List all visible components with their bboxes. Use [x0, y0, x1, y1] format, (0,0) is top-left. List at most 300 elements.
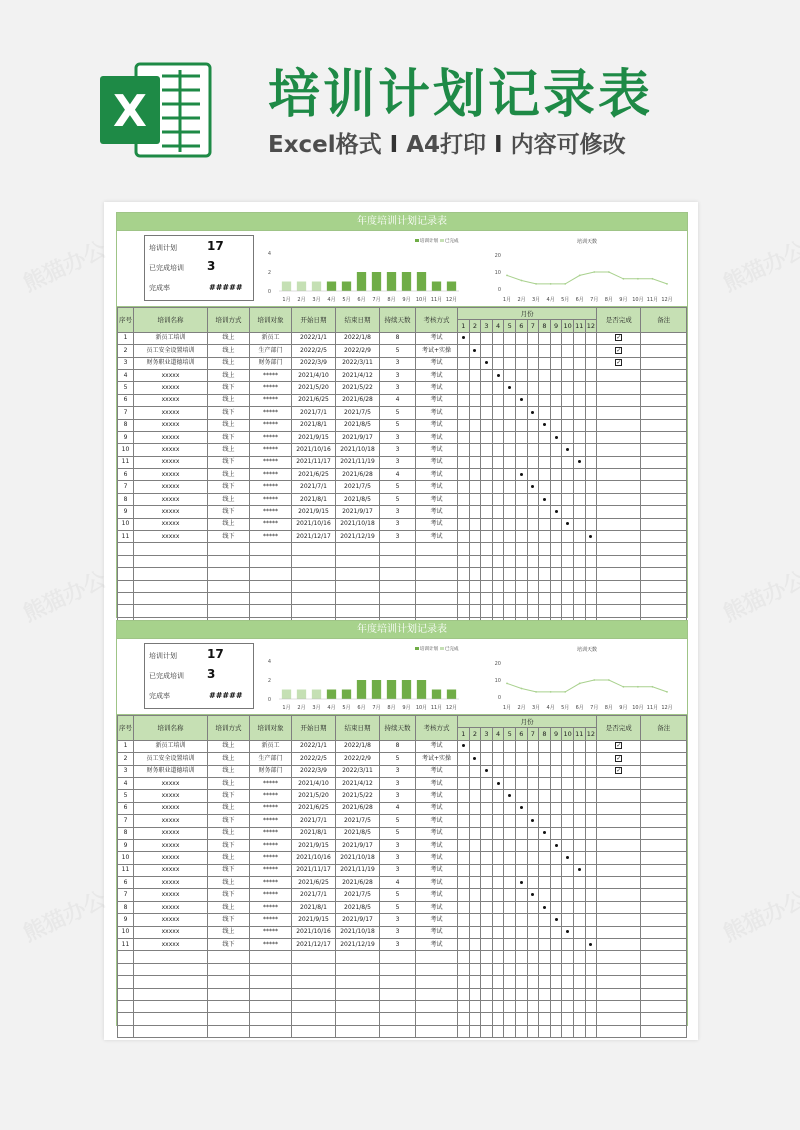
cell-done — [597, 765, 641, 777]
empty-cell — [336, 1000, 380, 1012]
cell-days: 5 — [380, 419, 416, 431]
empty-cell — [208, 555, 250, 567]
watermark — [18, 883, 111, 948]
empty-cell — [597, 1000, 641, 1012]
empty-cell — [539, 963, 551, 975]
empty-cell — [597, 951, 641, 963]
empty-cell — [641, 543, 687, 555]
month-cell — [469, 926, 481, 938]
line-chart-xtick: 6月 — [575, 297, 584, 303]
cell-mode: 线上 — [208, 926, 250, 938]
month-cell — [458, 431, 470, 443]
empty-cell — [597, 988, 641, 1000]
month-cell — [504, 407, 516, 419]
month-cell — [562, 877, 574, 889]
month-cell — [562, 444, 574, 456]
line-chart-xtick: 12月 — [661, 705, 673, 711]
month-cell — [481, 518, 493, 530]
month-cell — [539, 332, 551, 344]
line-chart-xtick: 8月 — [604, 297, 613, 303]
month-cell — [458, 493, 470, 505]
empty-cell — [336, 580, 380, 592]
month-cell — [481, 815, 493, 827]
month-cell — [550, 407, 562, 419]
bar-chart-bar — [387, 680, 396, 699]
cell-end: 2021/10/18 — [336, 926, 380, 938]
cell-mode: 线下 — [208, 889, 250, 901]
cell-exam: 考试 — [416, 926, 458, 938]
line-chart-xtick: 7月 — [590, 297, 599, 303]
cell-end: 2021/6/28 — [336, 802, 380, 814]
bar-chart-xtick: 8月 — [387, 705, 396, 711]
month-header: 9 — [550, 728, 562, 740]
line-chart-xtick: 12月 — [661, 297, 673, 303]
month-cell — [481, 901, 493, 913]
empty-cell — [539, 976, 551, 988]
table-row — [118, 765, 687, 777]
month-cell — [550, 815, 562, 827]
cell-start: 2021/10/16 — [292, 926, 336, 938]
table-row-empty — [118, 1013, 687, 1025]
cell-days: 3 — [380, 864, 416, 876]
month-cell — [585, 369, 597, 381]
month-cell — [550, 753, 562, 765]
schedule-dot — [462, 744, 465, 747]
month-cell — [527, 939, 539, 951]
cell-mode: 线上 — [208, 394, 250, 406]
month-cell — [527, 926, 539, 938]
month-cell — [585, 852, 597, 864]
cell-end: 2021/4/12 — [336, 369, 380, 381]
schedule-dot — [531, 819, 534, 822]
month-cell — [515, 493, 527, 505]
cell-remark — [641, 864, 687, 876]
month-cell — [573, 531, 585, 543]
empty-cell — [504, 555, 516, 567]
empty-cell — [416, 568, 458, 580]
bar-chart-bar — [282, 282, 291, 292]
empty-cell — [250, 580, 292, 592]
empty-cell — [481, 605, 493, 617]
empty-cell — [134, 1013, 208, 1025]
month-cell — [585, 901, 597, 913]
month-cell — [539, 357, 551, 369]
month-cell — [515, 431, 527, 443]
month-header: 1 — [458, 728, 470, 740]
kpi-value: 3 — [207, 667, 216, 681]
cell-no: 10 — [118, 852, 134, 864]
month-cell — [515, 419, 527, 431]
month-cell — [527, 518, 539, 530]
cell-target: ***** — [250, 901, 292, 913]
month-cell — [573, 332, 585, 344]
empty-cell — [527, 988, 539, 1000]
month-cell — [539, 740, 551, 752]
cell-exam: 考试 — [416, 369, 458, 381]
cell-no: 3 — [118, 765, 134, 777]
empty-cell — [208, 605, 250, 617]
subtitle-print: A4打印 — [406, 132, 487, 158]
empty-cell — [573, 951, 585, 963]
month-cell — [562, 518, 574, 530]
month-cell — [562, 357, 574, 369]
month-cell — [469, 419, 481, 431]
cell-target: ***** — [250, 419, 292, 431]
bar-chart — [259, 233, 469, 305]
cell-no: 11 — [118, 531, 134, 543]
empty-cell — [336, 988, 380, 1000]
month-cell — [469, 901, 481, 913]
cell-exam: 考试 — [416, 493, 458, 505]
month-cell — [573, 827, 585, 839]
bar-chart-xtick: 5月 — [342, 297, 351, 303]
month-cell — [492, 914, 504, 926]
table-row — [118, 531, 687, 543]
bar-chart-xtick: 8月 — [387, 297, 396, 303]
cell-done — [597, 777, 641, 789]
cell-mode: 线上 — [208, 765, 250, 777]
cell-days: 3 — [380, 382, 416, 394]
month-cell — [527, 357, 539, 369]
cell-name: xxxxx — [134, 518, 208, 530]
month-cell — [550, 394, 562, 406]
month-cell — [562, 469, 574, 481]
checkbox-checked[interactable]: ✓ — [616, 346, 622, 354]
cell-remark — [641, 518, 687, 530]
line-chart-xtick: 11月 — [646, 297, 659, 303]
table-row — [118, 357, 687, 369]
empty-cell — [515, 951, 527, 963]
table-row — [118, 419, 687, 431]
empty-cell — [597, 568, 641, 580]
month-cell — [458, 407, 470, 419]
cell-name: xxxxx — [134, 939, 208, 951]
empty-cell — [118, 555, 134, 567]
cell-exam: 考试 — [416, 852, 458, 864]
month-cell — [527, 889, 539, 901]
column-header: 培训方式 — [208, 716, 250, 741]
month-cell — [550, 914, 562, 926]
cell-name: xxxxx — [134, 506, 208, 518]
plan-table — [117, 715, 687, 1038]
cell-name: xxxxx — [134, 901, 208, 913]
month-cell — [504, 481, 516, 493]
empty-cell — [585, 555, 597, 567]
empty-cell — [292, 976, 336, 988]
empty-cell — [416, 605, 458, 617]
empty-cell — [597, 1025, 641, 1037]
cell-no: 5 — [118, 790, 134, 802]
month-cell — [492, 926, 504, 938]
cell-target: ***** — [250, 369, 292, 381]
column-header: 考核方式 — [416, 716, 458, 741]
cell-start: 2021/9/15 — [292, 431, 336, 443]
cell-mode: 线下 — [208, 382, 250, 394]
empty-cell — [208, 580, 250, 592]
month-cell — [458, 815, 470, 827]
month-cell — [515, 481, 527, 493]
cell-done — [597, 889, 641, 901]
cell-mode: 线下 — [208, 864, 250, 876]
empty-cell — [597, 592, 641, 604]
month-cell — [562, 332, 574, 344]
month-cell — [481, 839, 493, 851]
month-cell — [539, 765, 551, 777]
plan-block — [116, 212, 688, 618]
empty-cell — [469, 568, 481, 580]
cell-exam: 考试 — [416, 419, 458, 431]
line-chart-point — [666, 283, 668, 285]
empty-cell — [469, 976, 481, 988]
month-cell — [585, 777, 597, 789]
empty-cell — [515, 568, 527, 580]
month-cell — [515, 765, 527, 777]
cell-done — [597, 753, 641, 765]
column-header: 培训对象 — [250, 716, 292, 741]
month-cell — [527, 407, 539, 419]
month-cell — [562, 852, 574, 864]
month-cell — [539, 877, 551, 889]
bar-chart-xtick: 10月 — [415, 705, 428, 711]
empty-cell — [573, 543, 585, 555]
cell-days: 5 — [380, 753, 416, 765]
empty-cell — [527, 605, 539, 617]
empty-cell — [458, 568, 470, 580]
cell-days: 3 — [380, 926, 416, 938]
cell-name: xxxxx — [134, 815, 208, 827]
cell-exam: 考试 — [416, 506, 458, 518]
cell-remark — [641, 345, 687, 357]
month-cell — [585, 345, 597, 357]
line-chart-point — [637, 278, 639, 280]
empty-cell — [250, 568, 292, 580]
month-cell — [550, 345, 562, 357]
checkbox-checked[interactable]: ✓ — [616, 334, 622, 342]
empty-cell — [492, 1000, 504, 1012]
cell-name: xxxxx — [134, 456, 208, 468]
empty-cell — [504, 976, 516, 988]
month-cell — [458, 777, 470, 789]
watermark — [718, 883, 800, 948]
page-subtitle — [268, 126, 626, 159]
month-cell — [492, 852, 504, 864]
cell-days: 3 — [380, 839, 416, 851]
month-cell — [527, 481, 539, 493]
month-header: 8 — [539, 728, 551, 740]
empty-cell — [562, 976, 574, 988]
table-row — [118, 740, 687, 752]
column-header: 备注 — [641, 716, 687, 741]
month-cell — [504, 345, 516, 357]
month-cell — [458, 839, 470, 851]
cell-target: ***** — [250, 394, 292, 406]
cell-mode: 线上 — [208, 345, 250, 357]
month-header: 6 — [515, 728, 527, 740]
empty-cell — [504, 1000, 516, 1012]
empty-cell — [208, 976, 250, 988]
month-cell — [539, 802, 551, 814]
empty-cell — [562, 963, 574, 975]
cell-done — [597, 407, 641, 419]
month-cell — [550, 839, 562, 851]
empty-cell — [208, 592, 250, 604]
checkbox-checked[interactable]: ✓ — [616, 359, 622, 367]
empty-cell — [336, 1025, 380, 1037]
cell-target: ***** — [250, 456, 292, 468]
cell-name: 员工安全设置培训 — [134, 345, 208, 357]
month-cell — [562, 790, 574, 802]
month-cell — [585, 419, 597, 431]
cell-no: 7 — [118, 481, 134, 493]
empty-cell — [573, 1025, 585, 1037]
cell-exam: 考试 — [416, 469, 458, 481]
cell-exam: 考试 — [416, 357, 458, 369]
line-chart-series — [507, 272, 667, 284]
month-cell — [573, 518, 585, 530]
month-cell — [562, 419, 574, 431]
cell-mode: 线下 — [208, 914, 250, 926]
month-cell — [481, 765, 493, 777]
cell-start: 2021/11/17 — [292, 864, 336, 876]
cell-start: 2021/11/17 — [292, 456, 336, 468]
cell-exam: 考试 — [416, 431, 458, 443]
line-chart-point — [637, 686, 639, 688]
schedule-dot — [566, 856, 569, 859]
empty-cell — [118, 963, 134, 975]
month-header: 5 — [504, 320, 516, 332]
month-cell — [539, 753, 551, 765]
kpi-label: 已完成培训 — [149, 264, 184, 272]
checkbox-checked[interactable]: ✓ — [616, 742, 622, 750]
month-cell — [539, 914, 551, 926]
month-cell — [562, 369, 574, 381]
month-cell — [515, 345, 527, 357]
table-row-empty — [118, 568, 687, 580]
month-cell — [492, 777, 504, 789]
month-cell — [492, 469, 504, 481]
bar-chart-bar — [342, 690, 351, 700]
month-cell — [539, 852, 551, 864]
cell-start: 2021/9/15 — [292, 839, 336, 851]
cell-remark — [641, 506, 687, 518]
line-chart-ytick: 0 — [497, 287, 501, 293]
month-cell — [458, 444, 470, 456]
cell-start: 2021/6/25 — [292, 802, 336, 814]
month-cell — [573, 815, 585, 827]
cell-no: 8 — [118, 419, 134, 431]
schedule-dot — [531, 893, 534, 896]
empty-cell — [292, 988, 336, 1000]
checkbox-checked[interactable]: ✓ — [616, 754, 622, 762]
month-cell — [550, 382, 562, 394]
bar-chart-xtick: 2月 — [297, 705, 306, 711]
empty-cell — [562, 605, 574, 617]
cell-start: 2021/8/1 — [292, 493, 336, 505]
month-cell — [527, 431, 539, 443]
cell-end: 2021/9/17 — [336, 914, 380, 926]
empty-cell — [550, 988, 562, 1000]
cell-end: 2022/1/8 — [336, 332, 380, 344]
empty-cell — [573, 976, 585, 988]
line-chart-xtick: 1月 — [502, 297, 512, 303]
cell-end: 2021/7/5 — [336, 407, 380, 419]
month-cell — [550, 531, 562, 543]
month-cell — [515, 531, 527, 543]
month-cell — [492, 839, 504, 851]
empty-cell — [504, 543, 516, 555]
empty-cell — [416, 976, 458, 988]
empty-cell — [527, 951, 539, 963]
month-cell — [585, 407, 597, 419]
table-row-empty — [118, 592, 687, 604]
cell-name: 新员工培训 — [134, 740, 208, 752]
empty-cell — [336, 951, 380, 963]
checkbox-checked[interactable]: ✓ — [616, 767, 622, 775]
line-chart-xtick: 10月 — [632, 705, 644, 711]
empty-cell — [527, 543, 539, 555]
table-row — [118, 889, 687, 901]
cell-days: 3 — [380, 939, 416, 951]
month-cell — [515, 357, 527, 369]
month-cell — [492, 444, 504, 456]
month-cell — [539, 506, 551, 518]
line-chart-xtick: 1月 — [502, 705, 512, 711]
cell-end: 2022/2/9 — [336, 345, 380, 357]
month-cell — [527, 765, 539, 777]
month-cell — [504, 394, 516, 406]
month-cell — [527, 753, 539, 765]
bar-chart-xtick: 3月 — [312, 705, 321, 711]
page-header — [0, 0, 800, 190]
month-cell — [504, 765, 516, 777]
cell-name: xxxxx — [134, 777, 208, 789]
empty-cell — [573, 988, 585, 1000]
kpi-label: 完成率 — [149, 284, 170, 292]
month-cell — [527, 790, 539, 802]
month-cell — [527, 469, 539, 481]
empty-cell — [380, 580, 416, 592]
cell-no: 11 — [118, 864, 134, 876]
cell-exam: 考试 — [416, 864, 458, 876]
column-header: 序号 — [118, 308, 134, 333]
bar-chart-bar — [447, 282, 456, 292]
empty-cell — [539, 988, 551, 1000]
line-chart-point — [564, 283, 566, 285]
month-cell — [539, 469, 551, 481]
month-cell — [504, 839, 516, 851]
month-cell — [573, 790, 585, 802]
month-cell — [458, 827, 470, 839]
schedule-dot — [566, 448, 569, 451]
cell-done — [597, 444, 641, 456]
cell-mode: 线上 — [208, 753, 250, 765]
empty-cell — [562, 951, 574, 963]
month-cell — [515, 939, 527, 951]
month-cell — [527, 394, 539, 406]
table-row — [118, 815, 687, 827]
bar-chart-xtick: 12月 — [445, 705, 458, 711]
month-cell — [562, 914, 574, 926]
month-cell — [562, 394, 574, 406]
month-cell — [539, 456, 551, 468]
month-cell — [573, 481, 585, 493]
empty-cell — [134, 568, 208, 580]
cell-name: xxxxx — [134, 469, 208, 481]
month-cell — [469, 444, 481, 456]
empty-cell — [250, 1025, 292, 1037]
empty-cell — [134, 976, 208, 988]
empty-cell — [492, 568, 504, 580]
